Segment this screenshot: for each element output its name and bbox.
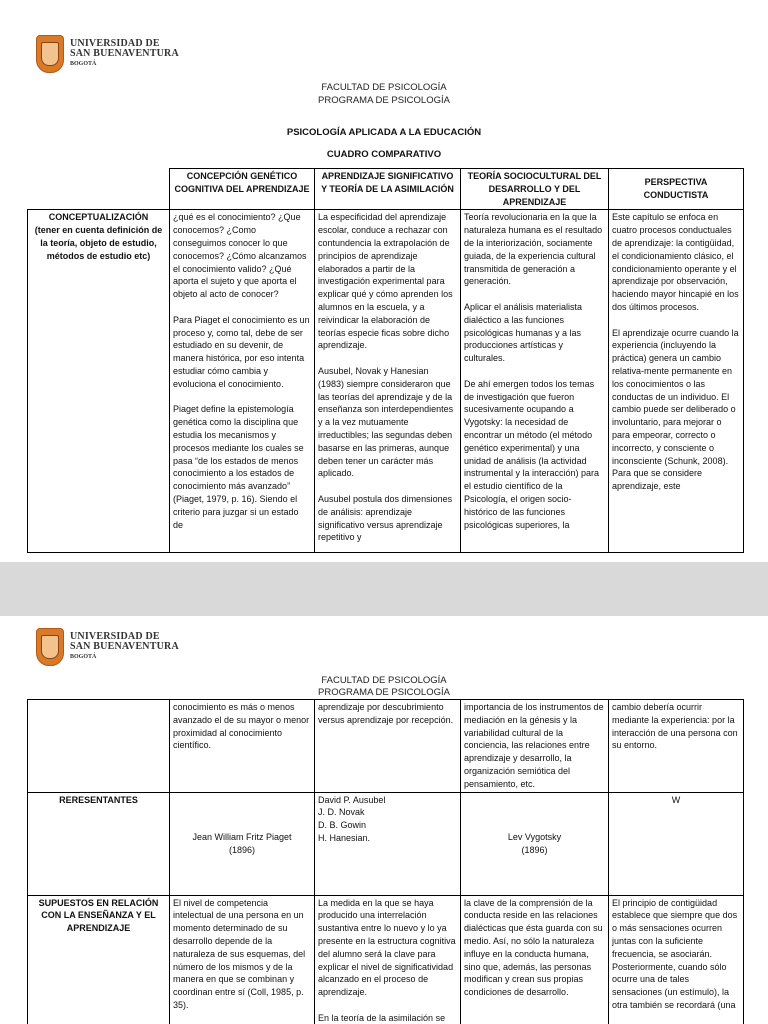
column-header: PERSPECTIVA CONDUCTISTA [609, 169, 744, 210]
table-cell: la clave de la comprensión de la conducta reside en las relaciones dialécticas que ésta guarda con su medio. Así, no sólo la naturaleza influye en la conducta humana, sino que, además, las personas modifican y crean sus propias condiciones de desarrollo. [461, 895, 609, 1024]
table-cell: W [609, 792, 744, 895]
table-cell: importancia de los instrumentos de mediación en la génesis y la variabilidad cultural de la conciencia, las relaciones entre aprendizaje y desarrollo, la organización semiótica del pensamiento, etc. [461, 700, 609, 793]
table-row [28, 210, 744, 553]
table-cell: ¿qué es el conocimiento? ¿Que conocemos? ¿Como conseguimos conocer lo que conocemos? ¿Cómo alcanzamos el conocimiento valido? ¿Qué aporta el sujeto y que aporta el objeto al acto de conocer? Para Piaget el conocimiento es un proceso y, como tal, debe de ser estudiado en su devenir, de manera histórica, por eso intenta estudiar cómo cambia y evoluciona el conocimiento. Piaget define la epistemología genética como la disciplina que estudia los mecanismos y procesos mediante los cuales se pasa “de los estados de menos conocimiento a los estados de conocimiento más avanzado” (Piaget, 1979, p. 16). Siendo el criterio para juzgar si un estado de [170, 210, 315, 553]
subject-title: PSICOLOGÍA APLICADA A LA EDUCACIÓN [286, 127, 482, 138]
comparison-table-page-1 [27, 168, 744, 553]
program-name: PROGRAMA DE PSICOLOGÍA [318, 95, 450, 106]
table-cell: Teoría revolucionaria en la que la naturaleza humana es el resultado de la interiorización, sociamente guiada, de la experiencia cultural transmitida de generación a generación. Aplicar el análisis materialista dialéctico a las funciones psicológicas humanas y a las producciones artísticas y culturales. De ahí emergen todos los temas de investigación que fueron sucesivamente ocupando a Vygotsky: la necesidad de encontrar un método (el método genético experimental) y una unidad de análisis (la actividad instrumental y la interacción) para el estudio científico de la Psicología, el origen socio-histórico de las funciones psicológicas superiores, la [461, 210, 609, 553]
document-page-2 [0, 616, 768, 1024]
row-label [28, 700, 170, 793]
logo-line-3: BOGOTÁ [70, 61, 97, 67]
table-row [28, 792, 744, 895]
comparison-table-page-2 [27, 699, 744, 1024]
table-cell: El nivel de competencia intelectual de una persona en un momento determinado de su desarrollo depende de la naturaleza de sus esquemas, del número de los mismos y de la manera en que se combinan y coordinan entre sí (Coll, 1985, p. 35). [170, 895, 315, 1024]
table-cell: Lev Vygotsky (1896) [461, 792, 609, 895]
logo-line-2: SAN BUENAVENTURA [70, 48, 179, 59]
university-seal-icon [36, 628, 64, 666]
column-header: CONCEPCIÓN GENÉTICO COGNITIVA DEL APRENDIZAJE [170, 169, 315, 210]
table-cell: La medida en la que se haya producido una interrelación sustantiva entre lo nuevo y lo ya presente en la estructura cognitiva del alumno será la clave para explicar el nivel de significatividad alcanzado en el proceso de aprendizaje. En la teoría de la asimilación se [315, 895, 461, 1024]
logo-line-3: BOGOTÁ [70, 654, 97, 660]
table-cell: cambio debería ocurrir mediante la experiencia: por la interacción de una persona con su entorno. [609, 700, 744, 793]
table-cell: La especificidad del aprendizaje escolar, conduce a rechazar con contundencia la extrapolación de principios de aprendizaje elaborados a partir de la investigación experimental para explicar qué y cómo aprenden los alumnos en la escuela, y a reivindicar la elaboración de teorías especie ficas sobre dicho aprendizaje. Ausubel, Novak y Hanesian (1983) siempre consideraron que las teorías del aprendizaje y de la enseñanza son interdependientes y a la vez mutuamente irreductibles; las segundas deben basarse en las primeras, aunque deben tener un carácter más aplicado. Ausubel postula dos dimensiones de análisis: aprendizaje significativo versus aprendizaje repetitivo y [315, 210, 461, 553]
faculty-name: FACULTAD DE PSICOLOGÍA [321, 675, 447, 686]
program-name: PROGRAMA DE PSICOLOGÍA [318, 687, 450, 698]
column-header: APRENDIZAJE SIGNIFICATIVO Y TEORÍA DE LA ASIMILACIÓN [315, 169, 461, 210]
university-logo [36, 35, 179, 73]
logo-line-2: SAN BUENAVENTURA [70, 641, 179, 652]
logo-line-1: UNIVERSIDAD DE [70, 631, 160, 642]
table-cell: conocimiento es más o menos avanzado el de su mayor o menor proximidad al conocimiento científico. [170, 700, 315, 793]
column-header: TEORÍA SOCIOCULTURAL DEL DESARROLLO Y DEL APRENDIZAJE [461, 169, 609, 210]
row-label-supuestos: SUPUESTOS EN RELACIÓN CON LA ENSEÑANZA Y EL APRENDIZAJE [28, 895, 170, 1024]
table-cell: Este capítulo se enfoca en cuatro procesos conductuales de aprendizaje: la contigüidad, el condicionamiento clásico, el condicionamiento operante y el aprendizaje por observación, haciendo mayor hincapié en los dos últimos procesos. El aprendizaje ocurre cuando la experiencia (incluyendo la práctica) genera un cambio relativa-mente permanente en los conocimientos o las conductas de un individuo. El cambio puede ser deliberado o involuntario, para mejorar o para empeorar, correcto o incorrecto, y consciente o inconsciente (Schunk, 2008). Para que se considere aprendizaje, este [609, 210, 744, 553]
table-row [28, 895, 744, 1024]
table-row [28, 700, 744, 793]
table-header-row [28, 169, 744, 210]
university-seal-icon [36, 35, 64, 73]
university-logo [36, 628, 179, 666]
table-cell: El principio de contigüidad establece que siempre que dos o más sensaciones ocurren juntas con la suficiente frecuencia, se asociarán. Posteriormente, cuando sólo ocurre una de tales sensaciones (un estímulo), la otra también se recordará (una [609, 895, 744, 1024]
faculty-name: FACULTAD DE PSICOLOGÍA [321, 82, 447, 93]
table-cell: Jean William Fritz Piaget (1896) [170, 792, 315, 895]
table-cell: David P. Ausubel J. D. Novak D. B. Gowin H. Hanesian. [315, 792, 461, 895]
document-title: CUADRO COMPARATIVO [326, 149, 442, 160]
row-label-representantes: RERESENTANTES [28, 792, 170, 895]
logo-line-1: UNIVERSIDAD DE [70, 38, 160, 49]
row-label-conceptualizacion: CONCEPTUALIZACIÓN (tener en cuenta definición de la teoría, objeto de estudio, métodos de estudio etc) [28, 210, 170, 553]
table-cell: aprendizaje por descubrimiento versus aprendizaje por recepción. [315, 700, 461, 793]
